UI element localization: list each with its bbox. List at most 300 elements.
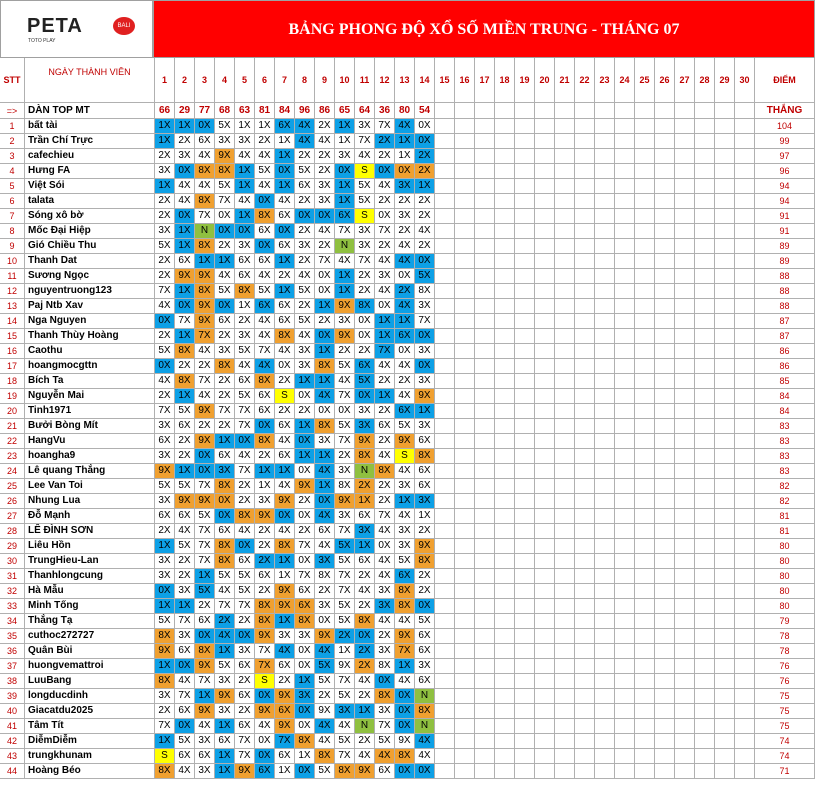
result-cell <box>595 239 615 254</box>
row-stt: 6 <box>0 194 25 209</box>
result-cell <box>595 674 615 689</box>
result-cell: 5X <box>315 674 335 689</box>
member-name: Quân Bùi <box>25 644 155 659</box>
result-cell: 8X <box>235 509 255 524</box>
result-cell <box>655 209 675 224</box>
result-cell: 6X <box>355 509 375 524</box>
result-cell <box>575 704 595 719</box>
result-cell: 4X <box>415 224 435 239</box>
result-cell <box>735 719 755 734</box>
result-cell <box>475 584 495 599</box>
result-cell <box>495 419 515 434</box>
result-cell: 6X <box>195 134 215 149</box>
result-cell: 4X <box>155 299 175 314</box>
result-cell: 6X <box>215 449 235 464</box>
member-name: Giacatdu2025 <box>25 704 155 719</box>
result-cell <box>715 689 735 704</box>
result-cell: 7X <box>335 389 355 404</box>
result-cell: 5X <box>315 764 335 779</box>
result-cell <box>715 239 735 254</box>
result-cell: 6X <box>355 359 375 374</box>
result-cell: 2X <box>315 149 335 164</box>
result-cell: 8X <box>335 764 355 779</box>
result-cell <box>675 449 695 464</box>
result-cell: 1X <box>395 149 415 164</box>
result-cell: 8X <box>395 749 415 764</box>
result-cell: 6X <box>415 629 435 644</box>
result-cell <box>635 629 655 644</box>
result-cell <box>675 134 695 149</box>
header-day: 20 <box>535 58 555 103</box>
result-cell: 3X <box>375 269 395 284</box>
result-cell: 3X <box>355 419 375 434</box>
result-cell <box>595 179 615 194</box>
result-cell: 8X <box>395 599 415 614</box>
result-cell: 7X <box>375 224 395 239</box>
result-cell <box>515 764 535 779</box>
result-cell: 4X <box>335 719 355 734</box>
result-cell <box>535 404 555 419</box>
result-cell: 6X <box>275 239 295 254</box>
result-cell <box>515 119 535 134</box>
member-points: 83 <box>755 449 815 464</box>
result-cell <box>475 539 495 554</box>
result-cell: 5X <box>175 734 195 749</box>
result-cell: 8X <box>255 434 275 449</box>
result-cell: 7X <box>355 254 375 269</box>
result-cell <box>655 344 675 359</box>
result-cell <box>695 434 715 449</box>
result-cell <box>635 659 655 674</box>
result-cell <box>595 659 615 674</box>
result-cell: 0X <box>275 224 295 239</box>
result-cell <box>695 614 715 629</box>
result-cell <box>655 554 675 569</box>
result-cell <box>535 284 555 299</box>
result-cell: N <box>415 689 435 704</box>
result-cell <box>435 734 455 749</box>
result-cell: 0X <box>215 509 235 524</box>
result-cell: 0X <box>395 344 415 359</box>
result-cell <box>475 374 495 389</box>
result-cell <box>595 464 615 479</box>
result-cell <box>495 554 515 569</box>
result-cell <box>695 599 715 614</box>
member-name: Paj Ntb Xav <box>25 299 155 314</box>
result-cell <box>675 119 695 134</box>
result-cell <box>535 614 555 629</box>
result-cell <box>615 344 635 359</box>
result-cell <box>495 644 515 659</box>
member-points: 83 <box>755 434 815 449</box>
result-cell: 2X <box>175 359 195 374</box>
result-cell <box>715 179 735 194</box>
result-cell: 1X <box>215 719 235 734</box>
result-cell <box>695 719 715 734</box>
result-cell: 3X <box>395 179 415 194</box>
top-row-value: 86 <box>315 103 335 119</box>
result-cell: 8X <box>275 329 295 344</box>
result-cell <box>715 254 735 269</box>
result-cell <box>495 389 515 404</box>
result-cell: 5X <box>335 614 355 629</box>
result-cell: 0X <box>355 389 375 404</box>
result-cell <box>575 509 595 524</box>
result-cell <box>735 569 755 584</box>
result-cell <box>455 314 475 329</box>
result-cell: 3X <box>395 209 415 224</box>
result-cell <box>575 224 595 239</box>
top-row-value: 96 <box>295 103 315 119</box>
result-cell: 7X <box>155 404 175 419</box>
result-cell <box>435 119 455 134</box>
result-cell <box>515 749 535 764</box>
result-cell <box>595 719 615 734</box>
result-cell <box>675 299 695 314</box>
result-cell <box>695 134 715 149</box>
result-cell <box>475 569 495 584</box>
result-cell <box>575 269 595 284</box>
result-cell <box>615 524 635 539</box>
result-cell: 7X <box>255 344 275 359</box>
result-cell: 4X <box>295 134 315 149</box>
member-points: 84 <box>755 389 815 404</box>
result-cell <box>595 764 615 779</box>
result-cell: 4X <box>255 314 275 329</box>
result-cell <box>735 449 755 464</box>
member-points: 80 <box>755 584 815 599</box>
result-cell <box>595 509 615 524</box>
result-cell: 6X <box>275 209 295 224</box>
result-cell <box>735 284 755 299</box>
result-cell <box>455 299 475 314</box>
result-cell: 1X <box>375 314 395 329</box>
result-cell <box>555 419 575 434</box>
result-cell <box>655 269 675 284</box>
result-cell <box>575 419 595 434</box>
result-cell <box>535 554 555 569</box>
result-cell <box>735 674 755 689</box>
result-cell: 3X <box>355 404 375 419</box>
result-cell <box>435 719 455 734</box>
result-cell <box>595 149 615 164</box>
member-name: Gió Chiều Thu <box>25 239 155 254</box>
top-row-value <box>595 103 615 119</box>
result-cell: 0X <box>375 164 395 179</box>
result-cell: 8X <box>315 749 335 764</box>
result-cell <box>595 269 615 284</box>
result-cell: 3X <box>375 584 395 599</box>
row-stt: 7 <box>0 209 25 224</box>
result-cell <box>515 164 535 179</box>
result-cell <box>575 464 595 479</box>
row-stt: 3 <box>0 149 25 164</box>
result-cell <box>595 419 615 434</box>
result-cell: 3X <box>235 644 255 659</box>
result-cell: 2X <box>155 269 175 284</box>
result-cell: 3X <box>175 629 195 644</box>
result-cell <box>675 194 695 209</box>
result-cell: 4X <box>375 179 395 194</box>
result-cell: 1X <box>315 479 335 494</box>
result-cell: 6X <box>175 644 195 659</box>
result-cell: 2X <box>255 539 275 554</box>
result-cell <box>555 449 575 464</box>
result-cell: 7X <box>235 419 255 434</box>
result-cell: 4X <box>175 524 195 539</box>
row-stt: 41 <box>0 719 25 734</box>
result-cell <box>435 299 455 314</box>
result-cell <box>715 704 735 719</box>
header-day: 21 <box>555 58 575 103</box>
result-cell <box>615 569 635 584</box>
result-cell <box>655 374 675 389</box>
top-row-value <box>695 103 715 119</box>
result-cell <box>595 689 615 704</box>
result-cell: 6X <box>235 659 255 674</box>
result-cell <box>715 164 735 179</box>
result-cell <box>655 404 675 419</box>
result-cell: 2X <box>415 209 435 224</box>
member-name: Bích Ta <box>25 374 155 389</box>
result-cell: 0X <box>215 494 235 509</box>
row-stt: 16 <box>0 344 25 359</box>
result-cell: 0X <box>255 734 275 749</box>
result-cell: 6X <box>375 764 395 779</box>
result-cell: 0X <box>195 119 215 134</box>
result-cell: 8X <box>255 374 275 389</box>
result-cell <box>535 539 555 554</box>
result-cell: 4X <box>295 329 315 344</box>
result-cell: 0X <box>395 689 415 704</box>
result-cell <box>715 719 735 734</box>
result-cell: 7X <box>195 374 215 389</box>
result-cell <box>595 374 615 389</box>
top-row-value <box>715 103 735 119</box>
result-cell <box>535 359 555 374</box>
row-stt: 31 <box>0 569 25 584</box>
result-cell <box>555 569 575 584</box>
result-cell <box>535 269 555 284</box>
result-cell: 2X <box>215 374 235 389</box>
result-cell: 1X <box>255 119 275 134</box>
result-cell: 1X <box>215 749 235 764</box>
result-cell <box>535 254 555 269</box>
result-cell: 2X <box>235 674 255 689</box>
result-cell <box>735 299 755 314</box>
result-cell <box>575 539 595 554</box>
member-name: huongvemattroi <box>25 659 155 674</box>
result-cell: 2X <box>255 554 275 569</box>
result-cell: 4X <box>315 719 335 734</box>
header-day: 7 <box>275 58 295 103</box>
result-cell <box>715 299 735 314</box>
result-cell: 7X <box>335 584 355 599</box>
result-cell <box>575 764 595 779</box>
result-cell: 2X <box>375 494 395 509</box>
result-cell <box>675 389 695 404</box>
result-cell <box>495 119 515 134</box>
result-cell: 0X <box>295 764 315 779</box>
result-cell <box>475 299 495 314</box>
row-stt: 39 <box>0 689 25 704</box>
result-cell <box>655 389 675 404</box>
result-cell <box>735 539 755 554</box>
result-cell: 0X <box>255 419 275 434</box>
header-day: 23 <box>595 58 615 103</box>
result-cell: 3X <box>295 239 315 254</box>
result-cell <box>535 389 555 404</box>
result-cell: 0X <box>275 164 295 179</box>
result-cell: 6X <box>395 329 415 344</box>
result-cell: 2X <box>375 149 395 164</box>
result-cell <box>475 509 495 524</box>
member-points: 97 <box>755 149 815 164</box>
result-cell <box>495 314 515 329</box>
result-cell <box>495 359 515 374</box>
result-cell: 6X <box>175 749 195 764</box>
row-stt: 38 <box>0 674 25 689</box>
result-cell: 8X <box>355 299 375 314</box>
result-cell <box>655 359 675 374</box>
result-cell: 2X <box>175 554 195 569</box>
row-stt: 2 <box>0 134 25 149</box>
result-cell: 1X <box>275 464 295 479</box>
result-cell: 0X <box>375 299 395 314</box>
row-stt: 21 <box>0 419 25 434</box>
result-cell <box>695 569 715 584</box>
result-cell <box>435 419 455 434</box>
result-cell <box>635 119 655 134</box>
result-cell <box>615 749 635 764</box>
result-cell <box>455 269 475 284</box>
result-cell <box>435 494 455 509</box>
result-cell <box>435 269 455 284</box>
result-cell <box>675 284 695 299</box>
result-cell <box>615 299 635 314</box>
result-cell <box>675 344 695 359</box>
result-cell: 6X <box>255 404 275 419</box>
result-cell: 5X <box>175 479 195 494</box>
row-stt: 18 <box>0 374 25 389</box>
result-cell <box>735 764 755 779</box>
result-cell: 5X <box>255 284 275 299</box>
result-cell: 1X <box>175 464 195 479</box>
member-points: 81 <box>755 509 815 524</box>
result-cell <box>675 689 695 704</box>
result-cell <box>575 149 595 164</box>
result-cell: 3X <box>295 344 315 359</box>
header-day: 24 <box>615 58 635 103</box>
row-stt: 19 <box>0 389 25 404</box>
result-cell: 5X <box>335 599 355 614</box>
result-cell: 4X <box>375 749 395 764</box>
result-cell: 1X <box>175 329 195 344</box>
result-cell <box>695 509 715 524</box>
result-cell: 9X <box>215 689 235 704</box>
result-cell <box>435 329 455 344</box>
result-cell: 6X <box>255 224 275 239</box>
result-cell <box>675 659 695 674</box>
result-cell: 1X <box>355 539 375 554</box>
result-cell: 3X <box>415 344 435 359</box>
result-cell: 3X <box>315 179 335 194</box>
logo-brand-text: PETA <box>27 15 83 37</box>
result-cell: N <box>335 239 355 254</box>
result-cell: 1X <box>275 254 295 269</box>
result-cell: 1X <box>155 119 175 134</box>
result-cell <box>615 539 635 554</box>
result-cell <box>675 224 695 239</box>
result-cell: 4X <box>295 119 315 134</box>
result-cell <box>555 134 575 149</box>
result-cell <box>635 254 655 269</box>
header-day: 4 <box>215 58 235 103</box>
result-cell <box>515 389 535 404</box>
result-cell: 4X <box>395 464 415 479</box>
result-cell <box>655 704 675 719</box>
result-cell: 6X <box>255 254 275 269</box>
result-cell: 5X <box>195 584 215 599</box>
result-cell <box>715 419 735 434</box>
result-cell <box>675 494 695 509</box>
result-cell: 8X <box>355 449 375 464</box>
result-cell: 8X <box>155 674 175 689</box>
result-cell <box>735 119 755 134</box>
result-cell <box>575 284 595 299</box>
row-stt: 23 <box>0 449 25 464</box>
result-cell <box>655 329 675 344</box>
result-cell <box>435 539 455 554</box>
result-cell <box>735 749 755 764</box>
result-cell <box>735 554 755 569</box>
result-cell <box>515 494 535 509</box>
result-cell: 3X <box>415 374 435 389</box>
result-cell: 2X <box>375 434 395 449</box>
result-cell: 0X <box>315 494 335 509</box>
result-cell <box>455 464 475 479</box>
row-stt: 37 <box>0 659 25 674</box>
result-cell <box>475 239 495 254</box>
result-cell <box>615 689 635 704</box>
result-cell <box>615 209 635 224</box>
result-cell: 4X <box>315 734 335 749</box>
member-name: Tâm Tít <box>25 719 155 734</box>
result-cell: 0X <box>295 509 315 524</box>
result-cell <box>555 239 575 254</box>
result-cell: 8X <box>175 374 195 389</box>
result-cell <box>435 524 455 539</box>
result-cell: 3X <box>395 524 415 539</box>
result-cell <box>535 194 555 209</box>
result-cell: S <box>395 449 415 464</box>
result-cell: 3X <box>355 224 375 239</box>
member-name: talata <box>25 194 155 209</box>
result-cell <box>615 149 635 164</box>
result-cell: 1X <box>395 659 415 674</box>
result-cell <box>655 434 675 449</box>
result-cell: 1X <box>175 239 195 254</box>
result-cell: 9X <box>275 494 295 509</box>
result-cell <box>695 239 715 254</box>
result-cell: 4X <box>235 149 255 164</box>
result-cell: 3X <box>175 149 195 164</box>
result-cell: 2X <box>335 344 355 359</box>
result-cell: 2X <box>415 239 435 254</box>
result-cell <box>575 569 595 584</box>
result-cell <box>495 629 515 644</box>
result-cell: 9X <box>195 494 215 509</box>
